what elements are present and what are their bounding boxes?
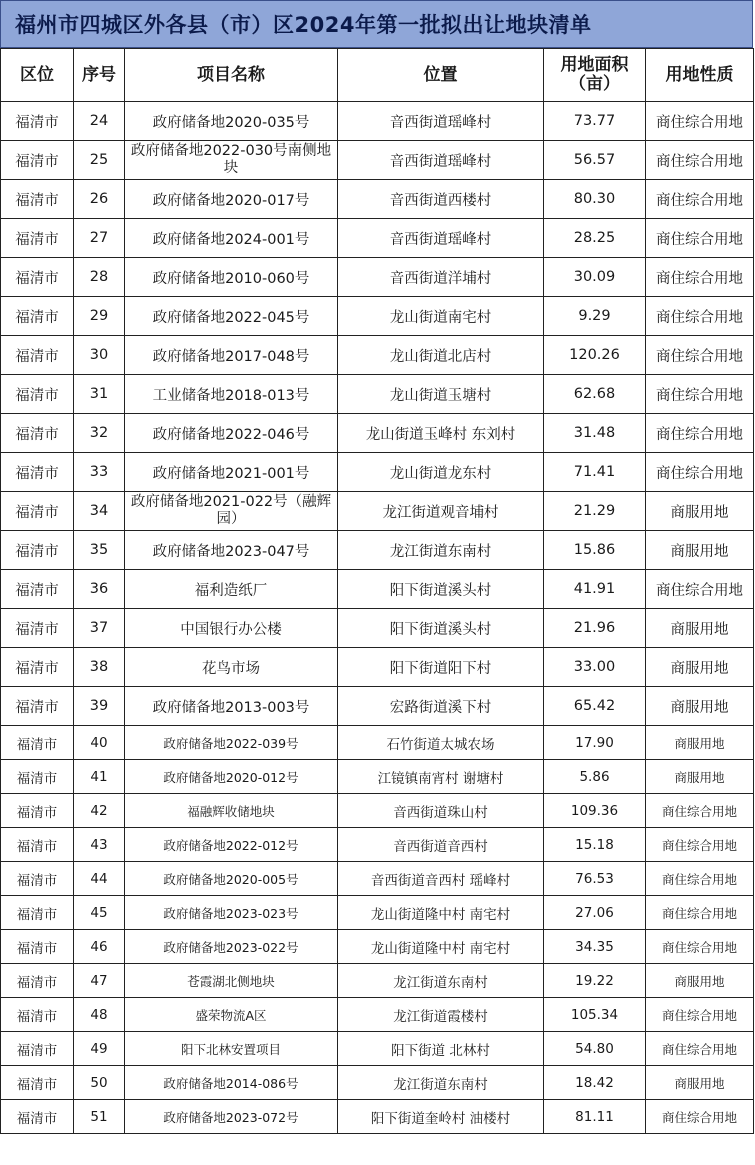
project-name-cell: 政府储备地2020-017号: [125, 180, 338, 219]
number-cell: 49: [74, 1032, 125, 1066]
district-cell: 福清市: [1, 297, 74, 336]
table-row: [1, 219, 754, 258]
location-cell: 音西街道洋埔村: [338, 258, 544, 297]
area-cell: 27.06: [544, 896, 646, 930]
area-cell: 81.11: [544, 1100, 646, 1134]
location-cell: 龙山街道隆中村 南宅村: [338, 930, 544, 964]
table-row: [1, 726, 754, 760]
location-cell: 音西街道瑶峰村: [338, 219, 544, 258]
table-row: [1, 1100, 754, 1134]
number-cell: 44: [74, 862, 125, 896]
project-name-cell: 福融辉收储地块: [125, 794, 338, 828]
land-use-cell: 商住综合用地: [646, 1032, 754, 1066]
project-name-cell: 政府储备地2021-001号: [125, 453, 338, 492]
number-cell: 45: [74, 896, 125, 930]
column-header: 位置: [338, 49, 544, 102]
district-cell: 福清市: [1, 258, 74, 297]
location-cell: 石竹街道太城农场: [338, 726, 544, 760]
project-name-cell: 政府储备地2020-005号: [125, 862, 338, 896]
land-use-cell: 商住综合用地: [646, 862, 754, 896]
area-cell: 76.53: [544, 862, 646, 896]
land-use-cell: 商服用地: [646, 531, 754, 570]
table-row: [1, 1032, 754, 1066]
table-row: [1, 862, 754, 896]
number-cell: 51: [74, 1100, 125, 1134]
land-table: [0, 48, 754, 1134]
area-cell: 34.35: [544, 930, 646, 964]
district-cell: 福清市: [1, 414, 74, 453]
project-name-cell: 政府储备地2022-030号南侧地块: [125, 141, 338, 180]
area-cell: 56.57: [544, 141, 646, 180]
project-name-cell: 政府储备地2022-046号: [125, 414, 338, 453]
district-cell: 福清市: [1, 453, 74, 492]
district-cell: 福清市: [1, 862, 74, 896]
land-use-cell: 商住综合用地: [646, 828, 754, 862]
project-name-cell: 政府储备地2013-003号: [125, 687, 338, 726]
district-cell: 福清市: [1, 726, 74, 760]
land-use-cell: 商住综合用地: [646, 102, 754, 141]
column-header: 项目名称: [125, 49, 338, 102]
project-name-cell: 盛荣物流A区: [125, 998, 338, 1032]
land-use-cell: 商住综合用地: [646, 453, 754, 492]
project-name-cell: 工业储备地2018-013号: [125, 375, 338, 414]
table-row: [1, 896, 754, 930]
location-cell: 音西街道音西村 瑶峰村: [338, 862, 544, 896]
project-name-cell: 政府储备地2022-012号: [125, 828, 338, 862]
district-cell: 福清市: [1, 1100, 74, 1134]
district-cell: 福清市: [1, 760, 74, 794]
land-use-cell: 商服用地: [646, 964, 754, 998]
area-cell: 65.42: [544, 687, 646, 726]
location-cell: 龙江街道霞楼村: [338, 998, 544, 1032]
number-cell: 30: [74, 336, 125, 375]
area-cell: 30.09: [544, 258, 646, 297]
area-cell: 28.25: [544, 219, 646, 258]
location-cell: 阳下街道 北林村: [338, 1032, 544, 1066]
land-use-cell: 商住综合用地: [646, 930, 754, 964]
district-cell: 福清市: [1, 375, 74, 414]
area-cell: 109.36: [544, 794, 646, 828]
number-cell: 46: [74, 930, 125, 964]
number-cell: 33: [74, 453, 125, 492]
project-name-cell: 中国银行办公楼: [125, 609, 338, 648]
table-row: [1, 609, 754, 648]
number-cell: 40: [74, 726, 125, 760]
land-use-cell: 商住综合用地: [646, 336, 754, 375]
number-cell: 43: [74, 828, 125, 862]
land-use-cell: 商住综合用地: [646, 141, 754, 180]
location-cell: 龙山街道北店村: [338, 336, 544, 375]
table-row: [1, 828, 754, 862]
district-cell: 福清市: [1, 180, 74, 219]
land-use-cell: 商住综合用地: [646, 794, 754, 828]
area-cell: 31.48: [544, 414, 646, 453]
number-cell: 24: [74, 102, 125, 141]
table-row: [1, 930, 754, 964]
location-cell: 龙山街道玉峰村 东刘村: [338, 414, 544, 453]
land-use-cell: 商住综合用地: [646, 219, 754, 258]
project-name-cell: 政府储备地2021-022号（融辉园）: [125, 492, 338, 531]
area-cell: 18.42: [544, 1066, 646, 1100]
land-use-cell: 商服用地: [646, 760, 754, 794]
land-use-cell: 商住综合用地: [646, 896, 754, 930]
column-header: 区位: [1, 49, 74, 102]
table-row: [1, 648, 754, 687]
location-cell: 龙江街道东南村: [338, 964, 544, 998]
area-cell: 9.29: [544, 297, 646, 336]
area-cell: 5.86: [544, 760, 646, 794]
district-cell: 福清市: [1, 896, 74, 930]
area-cell: 21.96: [544, 609, 646, 648]
district-cell: 福清市: [1, 102, 74, 141]
location-cell: 音西街道瑶峰村: [338, 102, 544, 141]
table-row: [1, 760, 754, 794]
project-name-cell: 政府储备地2017-048号: [125, 336, 338, 375]
number-cell: 47: [74, 964, 125, 998]
column-header: [544, 49, 646, 102]
district-cell: 福清市: [1, 1032, 74, 1066]
number-cell: 32: [74, 414, 125, 453]
table-row: [1, 141, 754, 180]
table-header-row: [1, 49, 754, 102]
project-name-cell: 苍霞湖北侧地块: [125, 964, 338, 998]
district-cell: 福清市: [1, 794, 74, 828]
land-use-cell: 商住综合用地: [646, 297, 754, 336]
number-cell: 41: [74, 760, 125, 794]
project-name-cell: 政府储备地2014-086号: [125, 1066, 338, 1100]
location-cell: 阳下街道奎岭村 油楼村: [338, 1100, 544, 1134]
number-cell: 50: [74, 1066, 125, 1100]
table-row: [1, 570, 754, 609]
project-name-cell: 政府储备地2023-047号: [125, 531, 338, 570]
table-row: [1, 1066, 754, 1100]
location-cell: 龙江街道观音埔村: [338, 492, 544, 531]
district-cell: 福清市: [1, 1066, 74, 1100]
column-header: 用地性质: [646, 49, 754, 102]
project-name-cell: 阳下北林安置项目: [125, 1032, 338, 1066]
area-cell: 54.80: [544, 1032, 646, 1066]
area-cell: 15.18: [544, 828, 646, 862]
number-cell: 31: [74, 375, 125, 414]
location-cell: 龙山街道龙东村: [338, 453, 544, 492]
district-cell: 福清市: [1, 648, 74, 687]
land-use-cell: 商住综合用地: [646, 375, 754, 414]
land-use-cell: 商服用地: [646, 648, 754, 687]
location-cell: 宏路街道溪下村: [338, 687, 544, 726]
table-row: [1, 180, 754, 219]
land-use-cell: 商住综合用地: [646, 1100, 754, 1134]
land-use-cell: 商住综合用地: [646, 258, 754, 297]
number-cell: 38: [74, 648, 125, 687]
project-name-cell: 政府储备地2024-001号: [125, 219, 338, 258]
table-row: [1, 998, 754, 1032]
district-cell: 福清市: [1, 687, 74, 726]
location-cell: 龙山街道隆中村 南宅村: [338, 896, 544, 930]
district-cell: 福清市: [1, 219, 74, 258]
number-cell: 26: [74, 180, 125, 219]
area-cell: 105.34: [544, 998, 646, 1032]
table-row: [1, 492, 754, 531]
table-row: [1, 297, 754, 336]
table-row: [1, 102, 754, 141]
land-use-cell: 商住综合用地: [646, 570, 754, 609]
project-name-cell: 政府储备地2023-022号: [125, 930, 338, 964]
project-name-cell: 政府储备地2020-035号: [125, 102, 338, 141]
area-cell: 21.29: [544, 492, 646, 531]
district-cell: 福清市: [1, 828, 74, 862]
number-cell: 28: [74, 258, 125, 297]
land-use-cell: 商住综合用地: [646, 998, 754, 1032]
project-name-cell: 政府储备地2022-039号: [125, 726, 338, 760]
table-row: [1, 453, 754, 492]
land-use-cell: 商服用地: [646, 726, 754, 760]
location-cell: 阳下街道溪头村: [338, 609, 544, 648]
land-use-cell: 商住综合用地: [646, 180, 754, 219]
number-cell: 39: [74, 687, 125, 726]
district-cell: 福清市: [1, 492, 74, 531]
number-cell: 34: [74, 492, 125, 531]
location-cell: 阳下街道溪头村: [338, 570, 544, 609]
project-name-cell: 政府储备地2020-012号: [125, 760, 338, 794]
area-cell: 120.26: [544, 336, 646, 375]
project-name-cell: 政府储备地2010-060号: [125, 258, 338, 297]
location-cell: 阳下街道阳下村: [338, 648, 544, 687]
area-cell: 17.90: [544, 726, 646, 760]
location-cell: 音西街道珠山村: [338, 794, 544, 828]
area-cell: 33.00: [544, 648, 646, 687]
area-cell: 73.77: [544, 102, 646, 141]
table-row: [1, 258, 754, 297]
location-cell: 龙江街道东南村: [338, 1066, 544, 1100]
land-use-cell: 商住综合用地: [646, 414, 754, 453]
district-cell: 福清市: [1, 609, 74, 648]
location-cell: 音西街道西楼村: [338, 180, 544, 219]
district-cell: 福清市: [1, 336, 74, 375]
district-cell: 福清市: [1, 930, 74, 964]
location-cell: 江镜镇南宵村 谢塘村: [338, 760, 544, 794]
table-row: [1, 964, 754, 998]
district-cell: 福清市: [1, 570, 74, 609]
area-header-text: 用地面积 （亩）: [560, 55, 629, 94]
number-cell: 36: [74, 570, 125, 609]
district-cell: 福清市: [1, 964, 74, 998]
project-name-cell: 政府储备地2022-045号: [125, 297, 338, 336]
table-row: [1, 414, 754, 453]
location-cell: 音西街道音西村: [338, 828, 544, 862]
land-use-cell: 商服用地: [646, 1066, 754, 1100]
location-cell: 音西街道瑶峰村: [338, 141, 544, 180]
district-cell: 福清市: [1, 141, 74, 180]
land-use-cell: 商服用地: [646, 609, 754, 648]
number-cell: 37: [74, 609, 125, 648]
project-name-cell: 政府储备地2023-072号: [125, 1100, 338, 1134]
land-use-cell: 商服用地: [646, 492, 754, 531]
number-cell: 35: [74, 531, 125, 570]
table-row: [1, 375, 754, 414]
district-cell: 福清市: [1, 531, 74, 570]
area-cell: 62.68: [544, 375, 646, 414]
project-name-cell: 政府储备地2023-023号: [125, 896, 338, 930]
table-row: [1, 336, 754, 375]
number-cell: 48: [74, 998, 125, 1032]
location-cell: 龙山街道南宅村: [338, 297, 544, 336]
area-cell: 19.22: [544, 964, 646, 998]
area-cell: 80.30: [544, 180, 646, 219]
area-cell: 41.91: [544, 570, 646, 609]
table-row: [1, 531, 754, 570]
area-cell: 15.86: [544, 531, 646, 570]
land-use-cell: 商服用地: [646, 687, 754, 726]
number-cell: 27: [74, 219, 125, 258]
number-cell: 42: [74, 794, 125, 828]
table-row: [1, 687, 754, 726]
area-cell: 71.41: [544, 453, 646, 492]
project-name-cell: 花鸟市场: [125, 648, 338, 687]
location-cell: 龙山街道玉塘村: [338, 375, 544, 414]
column-header: 序号: [74, 49, 125, 102]
table-row: [1, 794, 754, 828]
location-cell: 龙江街道东南村: [338, 531, 544, 570]
page-title: 福州市四城区外各县（市）区2024年第一批拟出让地块清单: [0, 0, 753, 48]
district-cell: 福清市: [1, 998, 74, 1032]
number-cell: 25: [74, 141, 125, 180]
project-name-cell: 福利造纸厂: [125, 570, 338, 609]
number-cell: 29: [74, 297, 125, 336]
